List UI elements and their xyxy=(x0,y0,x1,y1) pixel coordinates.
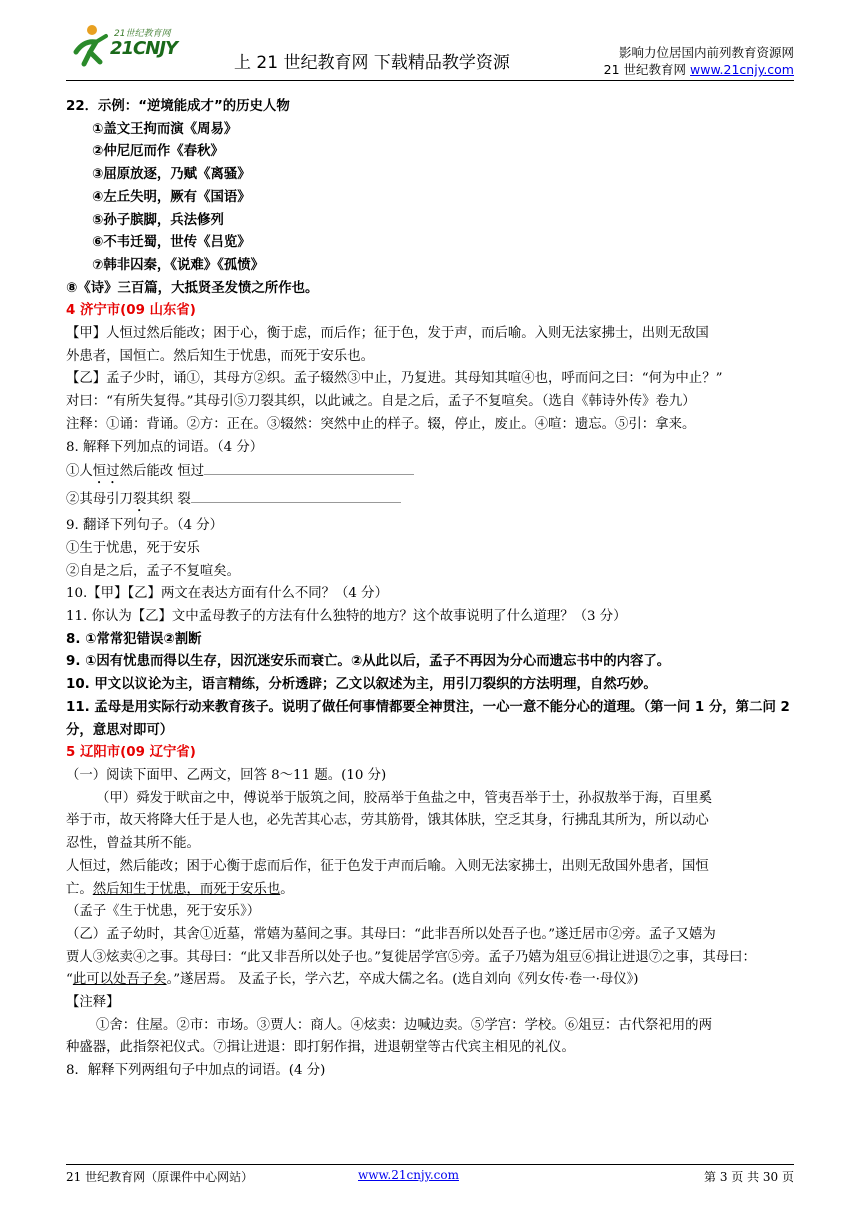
passage-jia: 举于市，故天将降大任于是人也，必先苦其心志，劳其筋骨，饿其体肤，空乏其身，行拂乱其所为，所以动心 xyxy=(66,813,709,829)
passage-source: （孟子《生于忧患，死于安乐》） xyxy=(66,904,261,920)
q8b-text-post: 其织 裂 xyxy=(146,492,191,508)
q8b-dotted-word: 裂 xyxy=(132,492,147,508)
q8b-text: ②其母引刀 xyxy=(66,492,133,508)
notes-title: 【注释】 xyxy=(66,995,120,1011)
q22-item: ⑥不韦迁蜀，世传《吕览》 xyxy=(92,235,251,251)
header-tagline: 影响力位居国内前列教育资源网 xyxy=(618,45,794,60)
question-9a: ①生于忧患，死于安乐 xyxy=(66,540,200,556)
underlined-sentence: 然后知生于忧患，而死于安乐也 xyxy=(92,881,281,897)
passage-yi: 对曰：“有所失复得。”其母引⑤刀裂其织，以此诫之。自是之后，孟子不复喧矣。（选自《韩诗外传》卷九） xyxy=(66,394,696,410)
q22-item: ③屈原放逐，乃赋《离骚》 xyxy=(92,167,251,183)
question-9b: ②自是之后，孟子不复喧矣。 xyxy=(66,563,241,579)
passage-jia xyxy=(66,879,801,902)
passage-yi: （乙）孟子幼时，其舍①近墓，常嬉为墓间之事。其母曰：“此非吾所以处吾子也。”遂迁居市②旁。孟子又嬉为 xyxy=(66,926,716,942)
footer-link[interactable]: www.21cnjy.com xyxy=(358,1168,459,1182)
document-body xyxy=(66,96,801,1083)
q22-item: ④左丘失明，厥有《国语》 xyxy=(92,189,251,205)
answer-blank[interactable] xyxy=(191,490,401,503)
q8a-dotted-word: 恒过 xyxy=(92,464,120,480)
question-9: 9. 翻译下列句子。（4 分） xyxy=(66,518,224,534)
page-header xyxy=(0,0,860,80)
q22-item: ⑤孙子膑脚，兵法修列 xyxy=(92,212,224,228)
header-divider xyxy=(66,80,794,81)
passage-yi: 贾人③炫卖④之事。其母曰：“此又非吾所以处子也。”复徙居学宫⑤旁。孟子乃嬉为俎豆⑥揖让进退⑦之事，其母曰： xyxy=(66,949,756,965)
header-site-link[interactable]: www.21cnjy.com xyxy=(690,62,794,77)
footer-site-name: 21 世纪教育网（原课件中心网站） xyxy=(66,1170,254,1184)
question-8: 8. 解释下列加点的词语。（4 分） xyxy=(66,439,264,455)
passage-jia: 忍性，曾益其所不能。 xyxy=(66,836,200,852)
question-11: 11. 你认为【乙】文中孟母教子的方法有什么独特的地方？这个故事说明了什么道理？（3 分） xyxy=(66,609,627,625)
q22-title: 22．示例：“逆境能成才”的历史人物 xyxy=(66,99,290,114)
q22-item: ⑦韩非囚秦，《说难》《孤愤》 xyxy=(92,257,265,273)
answer-9: 9. ①因有忧患而得以生存，因沉迷安乐而衰亡。②从此以后，孟子不再因为分心而遗忘书中的内容了。 xyxy=(66,654,671,670)
question-10: 10.【甲】【乙】两文在表达方面有什么不同？（4 分） xyxy=(66,586,388,602)
notes-text: 种盛器，此指祭祀仪式。⑦揖让进退：即打躬作揖，进退朝堂等古代宾主相见的礼仪。 xyxy=(66,1040,575,1056)
page-number: 第 3 页 共 30 页 xyxy=(704,1170,794,1184)
answer-8: 8. ①常常犯错误②割断 xyxy=(66,631,202,647)
header-right xyxy=(604,44,794,78)
q22-item: ①盖文王拘而演《周易》 xyxy=(92,121,238,137)
answer-10: 10. 甲文以议论为主，语言精练，分析透辟；乙文以叙述为主，用引刀裂织的方法明理，自然巧妙。 xyxy=(66,677,657,693)
question-8: 8．解释下列两组句子中加点的词语。(4 分) xyxy=(66,1063,326,1079)
runner-logo-icon xyxy=(70,22,110,70)
site-logo xyxy=(66,22,186,74)
passage-yi: 【乙】孟子少时，诵①，其母方②织。孟子辍然③中止，乃复进。其母知其喧④也，呼而问之曰：“何为中止？” xyxy=(66,371,723,387)
jia-text-post: 。 xyxy=(280,881,294,897)
q22-item-last: ⑧《诗》三百篇，大抵贤圣发愤之所作也。 xyxy=(66,280,319,296)
header-slogan: 上 21 世纪教育网 下载精品教学资源 xyxy=(234,53,510,73)
q22-item: ②仲尼厄而作《春秋》 xyxy=(92,144,224,160)
question-8a xyxy=(66,459,801,487)
logo-main-text: 21CNJY xyxy=(110,38,178,59)
answer-blank[interactable] xyxy=(204,462,414,475)
passage-jia: （甲）舜发于畎亩之中，傅说举于版筑之间，胶鬲举于鱼盐之中，管夷吾举于士，孙叔敖举于海，百里奚 xyxy=(96,790,712,806)
footer-divider xyxy=(66,1164,794,1165)
passage-jia: 人恒过，然后能改；困于心衡于虑而后作，征于色发于声而后喻。入则无法家拂士，出则无敌国外患者，国恒 xyxy=(66,858,709,874)
answer-11: 11. 孟母是用实际行动来教育孩子。说明了做任何事情都要全神贯注，一心一意不能分心的道理。（第一问 1 分，第二问 2 分，意思对即可） xyxy=(66,699,790,738)
q8a-text-post: 然后能改 恒过 xyxy=(119,464,205,480)
passage-notes: 注释：①诵：背诵。②方：正在。③辍然：突然中止的样子。辍，停止，废止。④喧：遗忘。⑤引：拿来。 xyxy=(66,416,696,432)
header-site-line xyxy=(604,61,794,78)
underlined-sentence: 此可以处吾子矣 xyxy=(72,972,167,988)
passage-yi xyxy=(66,969,801,992)
question-8b xyxy=(66,487,801,515)
q8a-text: ①人 xyxy=(66,464,93,480)
header-site-name: 21 世纪教育网 xyxy=(603,62,691,77)
passage-jia: 【甲】人恒过然后能改；困于心，衡于虑，而后作；征于色，发于声，而后喻。入则无法家拂士，出则无敌国 xyxy=(66,326,709,342)
logo-small-text: 21世纪教育网 xyxy=(114,29,171,39)
reading-intro: （一）阅读下面甲、乙两文，回答 8～11 题。(10 分) xyxy=(66,767,387,783)
yi-text-post: 。”遂居焉。 及孟子长，学六艺，卒成大儒之名。(选自刘向《列女传·卷一·母仪》) xyxy=(166,972,639,988)
section-heading-jining: 4 济宁市(09 山东省) xyxy=(66,303,196,319)
passage-jia: 外患者，国恒亡。然后知生于忧患，而死于安乐也。 xyxy=(66,348,374,364)
jia-text: 亡。 xyxy=(66,881,93,897)
yi-text: “ xyxy=(66,972,73,988)
section-heading-liaoyang: 5 辽阳市(09 辽宁省) xyxy=(66,745,196,761)
page-footer xyxy=(66,1166,794,1182)
notes-text: ①舍：住屋。②市：市场。③贾人：商人。④炫卖：边喊边卖。⑤学宫：学校。⑥俎豆：古代祭祀用的两 xyxy=(96,1017,712,1033)
